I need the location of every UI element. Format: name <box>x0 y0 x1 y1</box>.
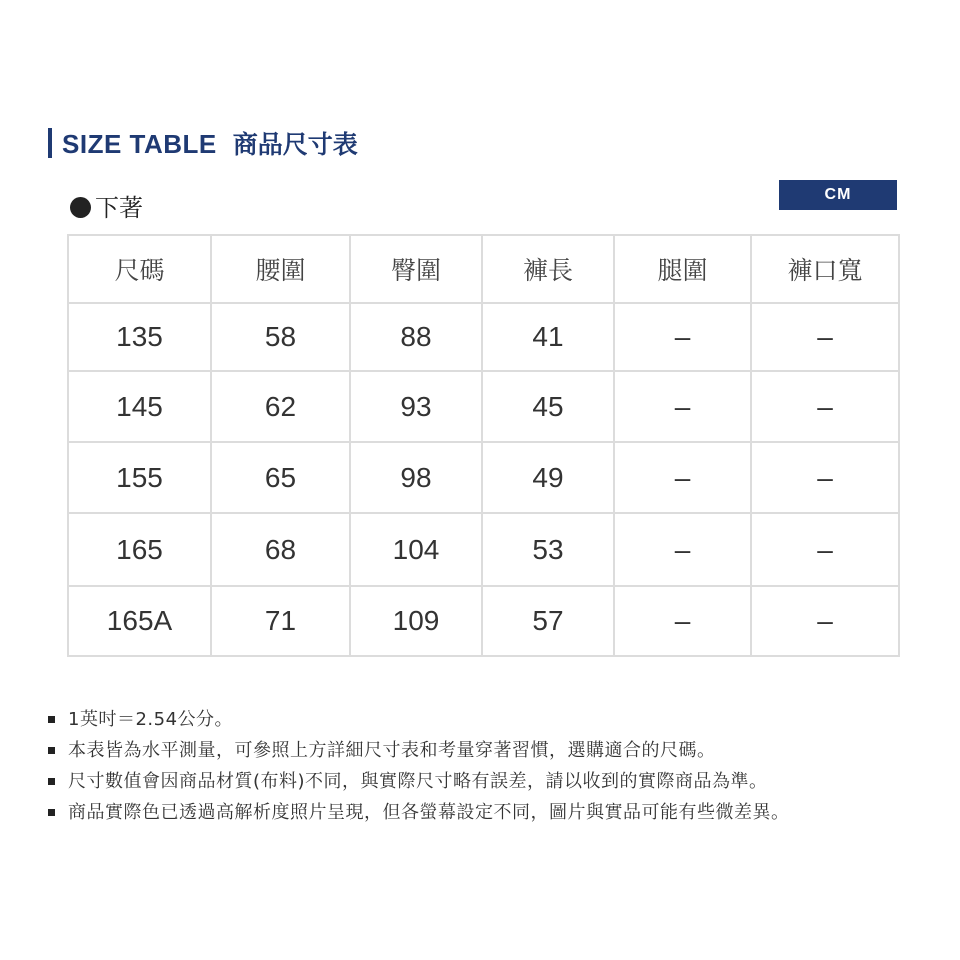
cell-hip: 104 <box>350 513 482 586</box>
unit-badge: CM <box>779 180 897 210</box>
page-title-en: SIZE TABLE <box>62 129 217 159</box>
cell-waist: 65 <box>211 442 350 513</box>
cell-length: 41 <box>482 303 614 371</box>
cell-waist: 68 <box>211 513 350 586</box>
note-item <box>48 766 948 797</box>
note-item <box>48 704 948 735</box>
cell-thigh: – <box>614 371 751 442</box>
note-text: 尺寸數值會因商品材質(布料)不同，與實際尺寸略有誤差，請以收到的實際商品為準。 <box>68 771 768 792</box>
section-heading-label: 下著 <box>95 194 143 222</box>
page-title-zh: 商品尺寸表 <box>232 130 358 159</box>
square-bullet-icon <box>48 809 55 816</box>
size-table <box>67 234 900 657</box>
cell-thigh: – <box>614 513 751 586</box>
note-text: 1英吋＝2.54公分。 <box>68 709 234 730</box>
notes-list <box>48 704 948 828</box>
cell-thigh: – <box>614 303 751 371</box>
cell-thigh: – <box>614 586 751 656</box>
cell-thigh: – <box>614 442 751 513</box>
note-item <box>48 797 948 828</box>
cell-hip: 93 <box>350 371 482 442</box>
square-bullet-icon <box>48 716 55 723</box>
cell-length: 57 <box>482 586 614 656</box>
note-text: 商品實際色已透過高解析度照片呈現，但各螢幕設定不同，圖片與實品可能有些微差異。 <box>68 802 790 823</box>
page-title <box>62 128 358 160</box>
column-header-hem-width: 褲口寬 <box>751 235 899 303</box>
table-row <box>68 442 899 513</box>
table-row <box>68 371 899 442</box>
bullet-dot-icon <box>70 197 91 218</box>
cell-hem-width: – <box>751 586 899 656</box>
cell-length: 45 <box>482 371 614 442</box>
title-accent-bar <box>48 128 52 158</box>
cell-hip: 109 <box>350 586 482 656</box>
note-text: 本表皆為水平測量，可參照上方詳細尺寸表和考量穿著習慣，選購適合的尺碼。 <box>68 740 716 761</box>
column-header-hip: 臀圍 <box>350 235 482 303</box>
cell-size: 135 <box>68 303 211 371</box>
cell-waist: 62 <box>211 371 350 442</box>
note-item <box>48 735 948 766</box>
cell-hem-width: – <box>751 371 899 442</box>
cell-hip: 88 <box>350 303 482 371</box>
column-header-waist: 腰圍 <box>211 235 350 303</box>
cell-length: 53 <box>482 513 614 586</box>
column-header-size: 尺碼 <box>68 235 211 303</box>
square-bullet-icon <box>48 778 55 785</box>
cell-size: 165A <box>68 586 211 656</box>
column-header-thigh: 腿圍 <box>614 235 751 303</box>
cell-size: 155 <box>68 442 211 513</box>
table-header-row <box>68 235 899 303</box>
cell-hem-width: – <box>751 513 899 586</box>
cell-waist: 58 <box>211 303 350 371</box>
table-row <box>68 513 899 586</box>
cell-waist: 71 <box>211 586 350 656</box>
cell-hem-width: – <box>751 303 899 371</box>
table-row <box>68 586 899 656</box>
table-row <box>68 303 899 371</box>
column-header-length: 褲長 <box>482 235 614 303</box>
section-heading <box>70 193 143 223</box>
cell-size: 165 <box>68 513 211 586</box>
cell-size: 145 <box>68 371 211 442</box>
cell-hip: 98 <box>350 442 482 513</box>
square-bullet-icon <box>48 747 55 754</box>
cell-length: 49 <box>482 442 614 513</box>
cell-hem-width: – <box>751 442 899 513</box>
